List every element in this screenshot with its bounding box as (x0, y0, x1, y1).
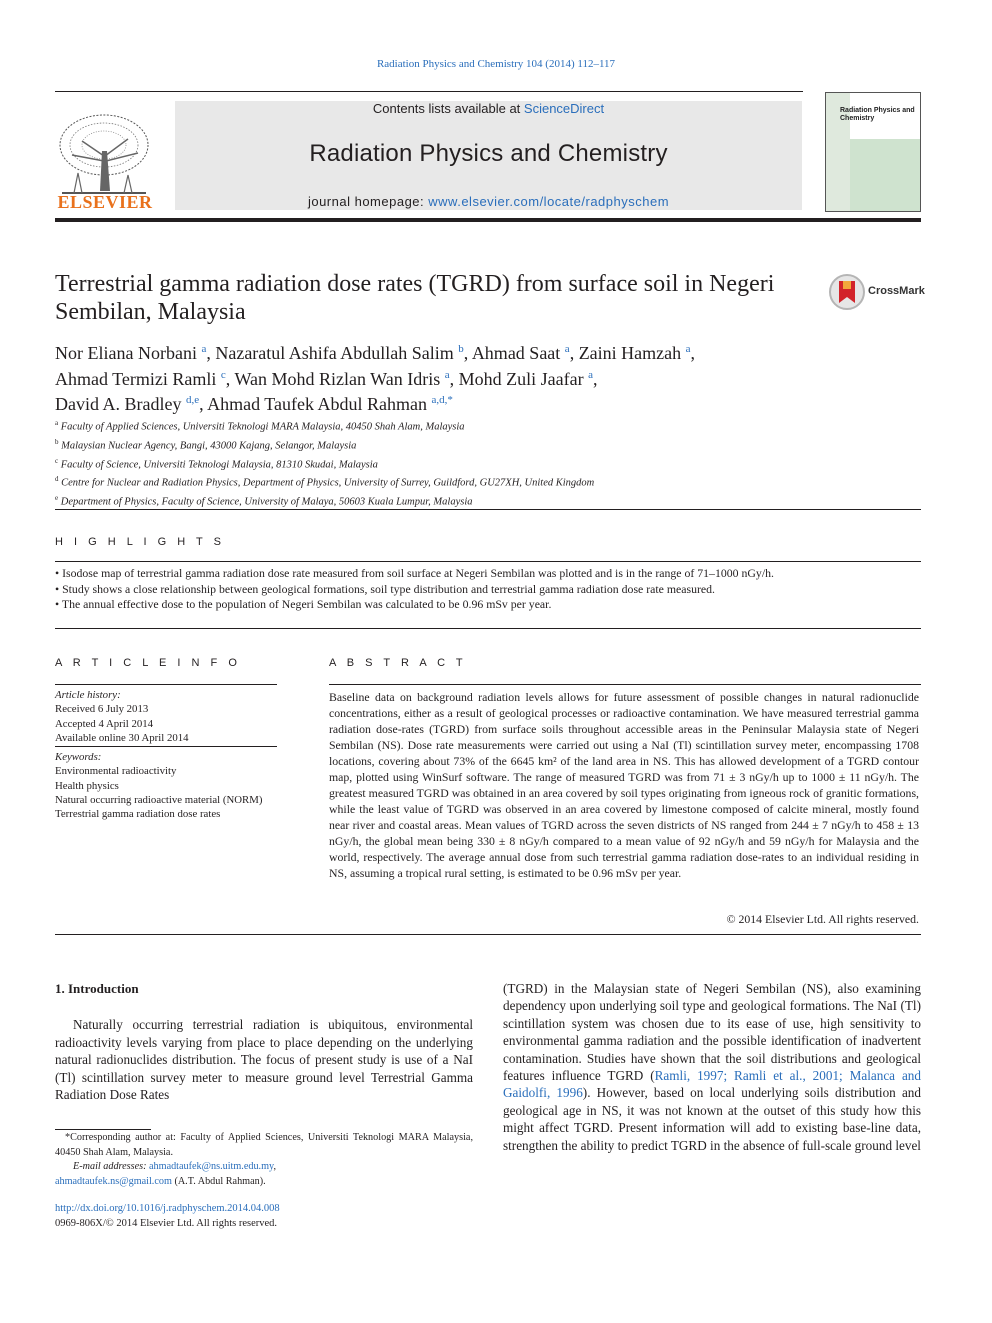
author[interactable]: Wan Mohd Rizlan Wan Idris $^a$, (234, 368, 459, 389)
journal-name: Radiation Physics and Chemistry (309, 140, 668, 167)
sciencedirect-link[interactable]: ScienceDirect (523, 101, 605, 116)
keywords-label: Keywords: (55, 751, 102, 764)
affiliation: $^a$ Faculty of Applied Sciences, Universiti Teknologi MARA Malaysia, 40450 Shah Alam, Malaysia (55, 419, 465, 433)
email-link[interactable]: ahmadtaufek.ns@gmail.com (55, 1175, 172, 1187)
reference-links[interactable]: Ramli, 1997; Ramli et al., 2001; Malanca and Gaidolfi, 1996 (503, 1068, 921, 1101)
email-owner: (A.T. Abdul Rahman). (171, 1175, 266, 1187)
abstract-rule (329, 684, 921, 685)
author[interactable]: David A. Bradley $^{d,e}$, (55, 394, 208, 414)
highlight-item: • The annual effective dose to the population of Negeri Sembilan was calculated to be 0.96 mSv per year. (55, 597, 552, 611)
highlights-inner-rule (55, 561, 921, 562)
article-title: Terrestrial gamma radiation dose rates (TGRD) from surface soil in Negeri Sembilan, Malaysia (55, 271, 775, 325)
received-date: Received 6 July 2013 (55, 703, 149, 716)
affiliation: $^d$ Centre for Nuclear and Radiation Physics, Department of Physics, University of Surrey, Guildford, GU27XH, United Kingdom (55, 475, 595, 489)
keyword: Environmental radioactivity (55, 765, 177, 778)
email-label: E-mail addresses: (73, 1161, 150, 1172)
intro-paragraph-continued (503, 980, 921, 1154)
contents-line (175, 101, 802, 116)
intro-paragraph: Naturally occurring terrestrial radiation is ubiquitous, environmental radioactivity levels varying from place to place depending on the underlying natural radionuclides distribution. The focus of present study is use of a NaI (Tl) scintillation survey meter to measure ground level Terrestrial Gamma Radiation Dose Rates (55, 1017, 473, 1102)
email-line: E-mail addresses: ahmadtaufek@ns.uitm.edu.my, ahmadtaufek.ns@gmail.com (A.T. Abdul Rahman). (55, 1161, 277, 1187)
article-info-rule (55, 684, 277, 685)
history-label: Article history: (55, 689, 121, 701)
affiliation: $^b$ Malaysian Nuclear Agency, Bangi, 43000 Kajang, Selangor, Malaysia (55, 437, 357, 452)
para-text: ). However, based on local underlying soils distribution and geological age in NS, it was not known at the outset of this study how this might affect TGRD. Present information will add to existing base-line data, strengthen the ability to predict TGRD in the absence of full-scale ground level (503, 1085, 921, 1153)
author[interactable]: Mohd Zuli Jaafar $^a$, (458, 368, 598, 389)
author[interactable]: Ahmad Termizi Ramli $^c$, (55, 368, 235, 389)
author[interactable]: Nor Eliana Norbani $^a$, (55, 343, 216, 363)
homepage-line (175, 194, 802, 209)
corresponding-author: *Corresponding author at: Faculty of Applied Sciences, Universiti Teknologi MARA Malaysia, 40450 Shah Alam, Malaysia. (55, 1132, 473, 1158)
accepted-date: Accepted 4 April 2014 (55, 717, 154, 730)
header-thick-rule (55, 218, 921, 222)
author[interactable]: Ahmad Saat $^a$, (471, 343, 579, 363)
journal-citation[interactable]: Radiation Physics and Chemistry 104 (2014) 112–117 (376, 58, 616, 70)
issn-line: 0969-806X/© 2014 Elsevier Ltd. All rights reserved. (55, 1217, 278, 1229)
section-heading: 1. Introduction (55, 981, 139, 996)
header-rule (55, 91, 803, 92)
highlights-bottom-rule (55, 628, 921, 629)
affiliation-list (55, 416, 915, 510)
article-info-panel (55, 688, 277, 822)
publisher-logo[interactable]: ELSEVIER (57, 192, 153, 212)
para-text: (TGRD) in the Malaysian state of Negeri Sembilan (NS), also examining dependency upon underlying soil type and geological formations. The NaI (Tl) scintillation system was chosen due to its ease of use, high sensitivity to environmental gamma radiation and the possible identification of inadvertent contamination. Studies have shown that the soil distributions and geological features influence TGRD ( (503, 981, 921, 1084)
corresponding-footnote (55, 1131, 473, 1189)
crossmark-label: CrossMark (868, 285, 925, 297)
keyword: Natural occurring radioactive material (NORM) (55, 794, 263, 807)
abstract-copyright: © 2014 Elsevier Ltd. All rights reserved. (726, 912, 919, 926)
available-date: Available online 30 April 2014 (55, 731, 189, 744)
cover-title: Radiation Physics and Chemistry (840, 107, 915, 122)
doi-block (55, 1202, 473, 1231)
highlights-top-rule (55, 509, 921, 510)
author[interactable]: Nazaratul Ashifa Abdullah Salim $^b$, (215, 343, 472, 363)
keyword: Health physics (55, 779, 119, 792)
abstract-text: Baseline data on background radiation levels allows for future assessment of possible changes in natural radionuclide concentrations, either as a result of geological processes or radioactive contamination. We have measured terrestrial gamma radiation dose-rates (TGRD) from surface soils throughout accessible areas in the Peninsular Malaysia state of Negeri Sembilan (NS). Dose rate measurements were carried out using a NaI (Tl) scintillation survey meter, encompassing 1708 locations, covering about 73% of the 6645 km² of the land area in NS. This has allowed development of a TGRD contour map, plotted using WinSurf software. The range of measured TGRD was from 71 ± 3 nGy/h up to 1000 ± 11 nGy/h. The greatest measured TGRD was obtained in an area covered by soil types originating from igneous rock of granitic formations, while the least value of TGRD was observed in an area covered by limestone composed of calcite mineral, mostly found near river and coastal areas. Mean values of TGRD across the seven districts of NS ranged from 244 ± 7 nGy/h to 458 ± 13 nGy/h, the global mean being 330 ± 8 nGy/h compared to a mean value of 92 nGy/h and 59 nGy/h for Malaysia and the world, respectively. The average annual dose from such terrestrial gamma radiation dose-rates to an individual residing in NS, assuming a tropical rural setting, is estimated to be 0.96 mSv per year. (329, 690, 919, 880)
author[interactable]: Zaini Hamzah $^a$, (578, 343, 696, 363)
cover-green-panel (850, 139, 920, 211)
journal-cover-thumbnail[interactable] (825, 92, 921, 212)
abstract-bottom-rule (55, 934, 921, 935)
affiliation: $^e$ Department of Physics, Faculty of Science, University of Malaya, 50603 Kuala Lumpur, Malaysia (55, 494, 473, 508)
abstract-heading: A B S T R A C T (329, 657, 467, 669)
highlights-list (55, 566, 925, 613)
highlights-heading: H I G H L I G H T S (55, 536, 225, 548)
keyword: Terrestrial gamma radiation dose rates (55, 808, 221, 821)
crossmark-badge[interactable] (828, 273, 924, 311)
author-list (55, 339, 815, 416)
article-info-heading: A R T I C L E I N F O (55, 657, 241, 669)
email-link[interactable]: ahmadtaufek@ns.uitm.edu.my (149, 1161, 274, 1172)
homepage-prefix: journal homepage: (307, 194, 429, 209)
homepage-link[interactable]: www.elsevier.com/locate/radphyschem (428, 194, 670, 209)
crossmark-icon (828, 273, 866, 311)
highlight-item: • Study shows a close relationship between geological formations, soil type distribution and terrestrial gamma radiation dose rate measured. (55, 581, 715, 596)
affiliation: $^c$ Faculty of Science, Universiti Teknologi Malaysia, 81310 Skudai, Malaysia (55, 456, 378, 471)
history-rule (55, 746, 277, 747)
footnote-rule (55, 1129, 151, 1130)
contents-prefix: Contents lists available at (372, 101, 524, 116)
doi-link[interactable]: http://dx.doi.org/10.1016/j.radphyschem.2014.04.008 (55, 1203, 280, 1214)
author[interactable]: Ahmad Taufek Abdul Rahman $^{a,d,*}$ (207, 394, 453, 414)
highlight-item: • Isodose map of terrestrial gamma radiation dose rate measured from soil surface at Negeri Sembilan was plotted and is in the range of 71–1000 nGy/h. (55, 566, 774, 580)
